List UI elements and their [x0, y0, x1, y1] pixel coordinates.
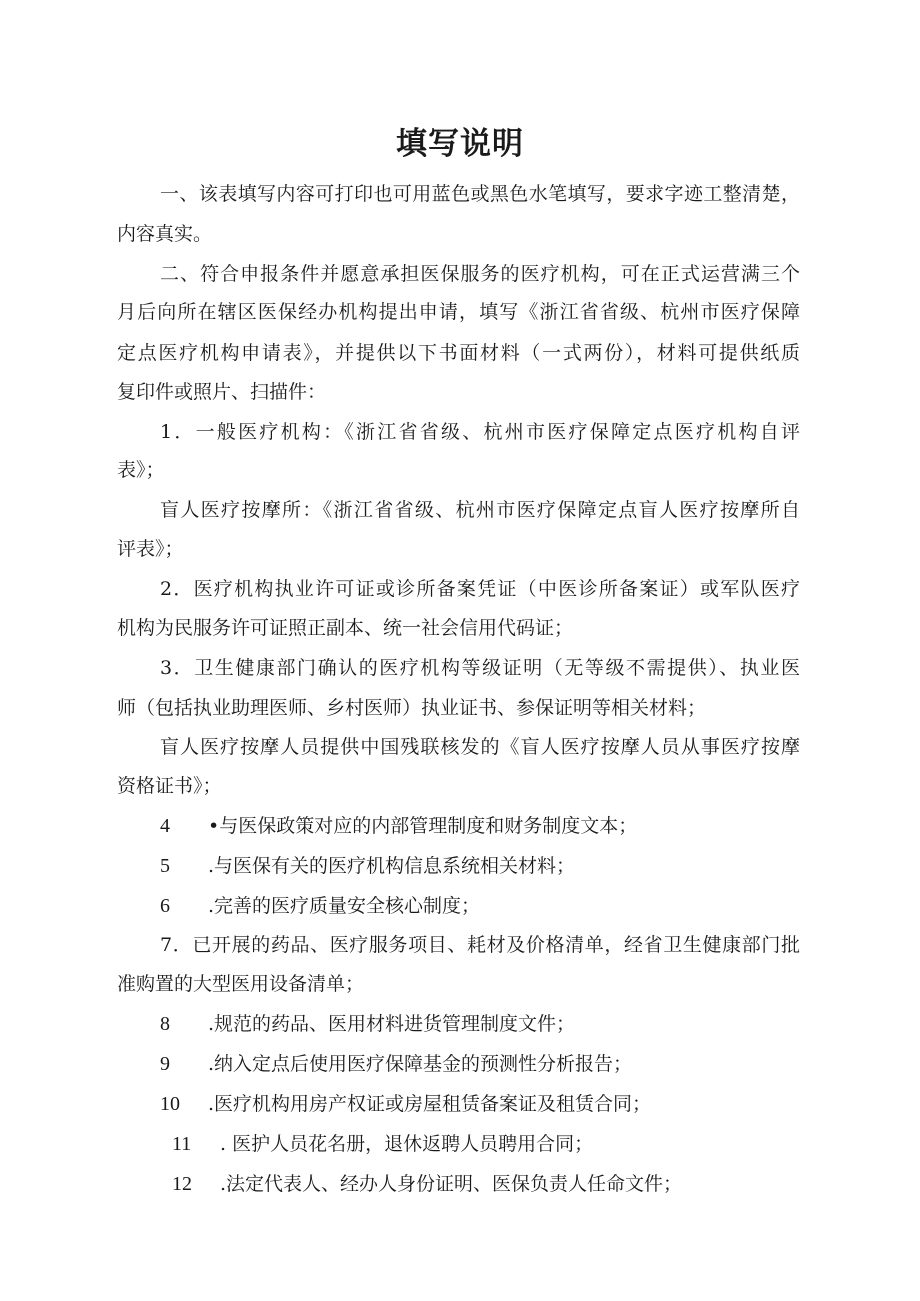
- list-item: 盲人医疗按摩人员提供中国残联核发的《盲人医疗按摩人员从事医疗按摩: [160, 736, 800, 758]
- item-text: .与医保有关的医疗机构信息系统相关材料；: [208, 855, 576, 877]
- list-item: [172, 1172, 682, 1196]
- paragraph-line: 复印件或照片、扫描件：: [117, 381, 327, 403]
- list-item: [160, 1012, 575, 1036]
- list-item: [160, 1092, 651, 1116]
- list-item: [160, 1052, 632, 1076]
- item-text: .纳入定点后使用医疗保障基金的预测性分析报告；: [208, 1053, 633, 1075]
- item-number: 8: [160, 1013, 170, 1035]
- paragraph-line: 一、该表填写内容可打印也可用蓝色或黑色水笔填写，要求字迹工整清楚，: [160, 183, 800, 205]
- paragraph-line: 定点医疗机构申请表》，并提供以下书面材料（一式两份），材料可提供纸质: [117, 342, 800, 364]
- list-item: 3．卫生健康部门确认的医疗机构等级证明（无等级不需提供）、执业医: [160, 657, 800, 679]
- item-number: 9: [160, 1053, 170, 1075]
- list-item: [160, 894, 480, 918]
- list-item-continuation: 评表》；: [117, 538, 184, 560]
- item-text: .法定代表人、经办人身份证明、医保负责人任命文件；: [220, 1173, 683, 1195]
- item-text: .规范的药品、医用材料进货管理制度文件；: [208, 1013, 576, 1035]
- paragraph-line: 二、符合申报条件并愿意承担医保服务的医疗机构，可在正式运营满三个: [160, 263, 800, 285]
- list-item: 7．已开展的药品、医疗服务项目、耗材及价格清单，经省卫生健康部门批: [160, 934, 800, 956]
- list-item-continuation: 师（包括执业助理医师、乡村医师）执业证书、参保证明等相关材料；: [117, 697, 707, 719]
- list-item: [160, 814, 637, 838]
- item-number: 5: [160, 855, 170, 877]
- list-item: 1．一般医疗机构：《浙江省省级、杭州市医疗保障定点医疗机构自评: [160, 421, 800, 443]
- list-item-continuation: 机构为民服务许可证照正副本、统一社会信用代码证；: [117, 617, 574, 639]
- item-number: 6: [160, 895, 170, 917]
- list-item-continuation: 资格证书》；: [117, 775, 222, 797]
- item-text: . 医护人员花名册，退休返聘人员聘用合同；: [220, 1133, 594, 1155]
- item-text: .医疗机构用房产权证或房屋租赁备案证及租赁合同；: [208, 1093, 652, 1115]
- item-text: .完善的医疗质量安全核心制度；: [208, 895, 481, 917]
- list-item-continuation: 表》；: [117, 459, 165, 481]
- list-item: [172, 1132, 593, 1156]
- paragraph-line: 内容真实。: [117, 223, 213, 245]
- page-title: 填写说明: [396, 126, 524, 162]
- item-number: 12: [172, 1173, 192, 1195]
- list-item: 2．医疗机构执业许可证或诊所备案凭证（中医诊所备案证）或军队医疗: [160, 578, 800, 600]
- list-item: 盲人医疗按摩所：《浙江省省级、杭州市医疗保障定点盲人医疗按摩所自: [160, 499, 800, 521]
- paragraph-line: 月后向所在辖区医保经办机构提出申请，填写《浙江省省级、杭州市医疗保障: [117, 301, 800, 323]
- item-number: 11: [172, 1133, 192, 1155]
- item-number: 10: [160, 1093, 180, 1115]
- list-item-continuation: 准购置的大型医用设备清单；: [117, 973, 365, 995]
- list-item: [160, 854, 575, 878]
- item-number: 4: [160, 815, 170, 837]
- item-text: •与医保政策对应的内部管理制度和财务制度文本；: [208, 815, 638, 837]
